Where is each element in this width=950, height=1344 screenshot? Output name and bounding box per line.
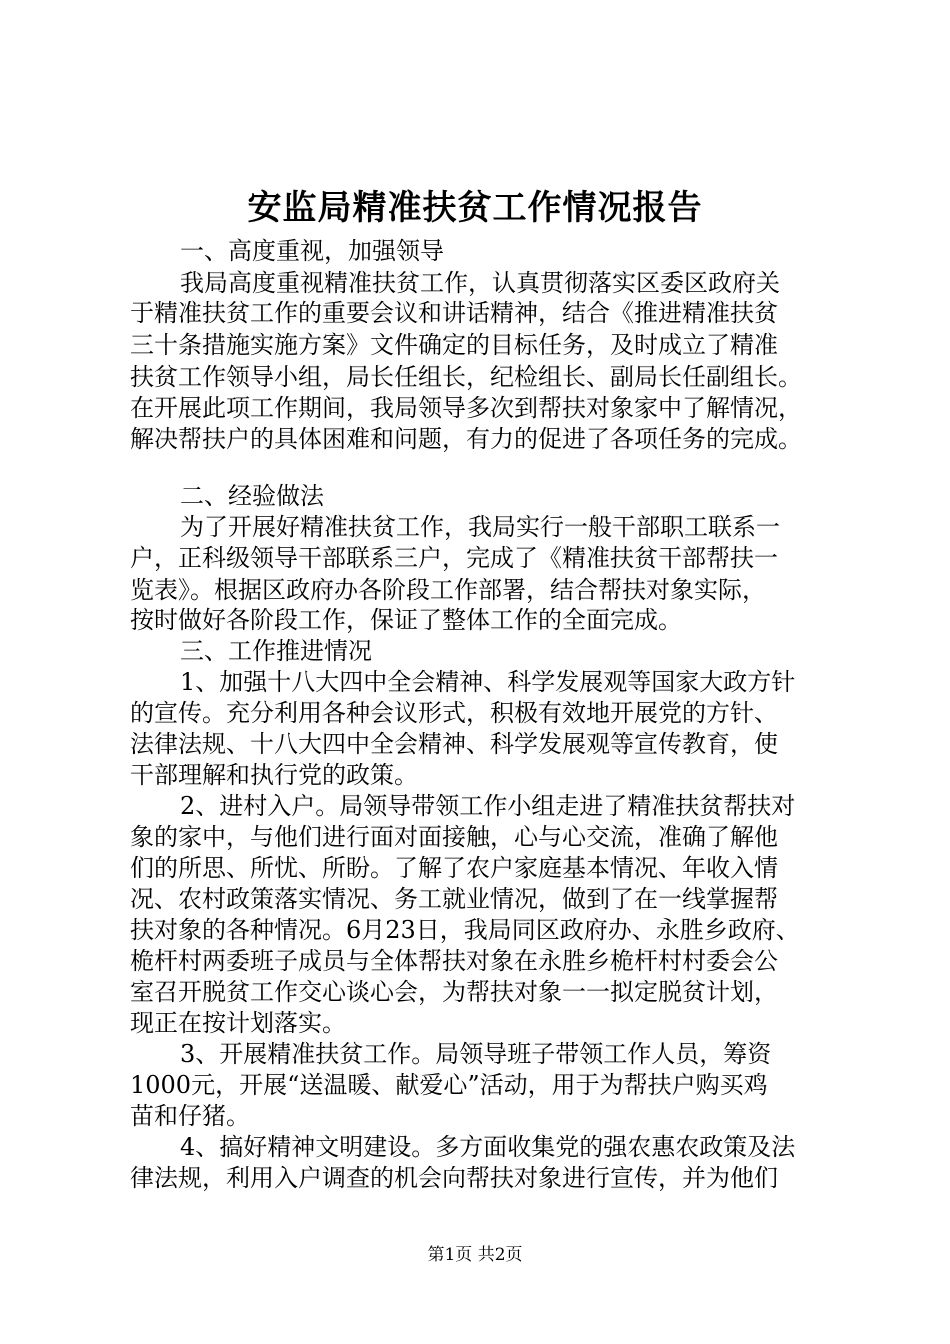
body-line: 3、开展精准扶贫工作。局领导班子带领工作人员，筹资 [180,1040,772,1068]
body-line: 桅杆村两委班子成员与全体帮扶对象在永胜乡桅杆村村委会公 [130,947,778,975]
body-line: 解决帮扶户的具体困难和问题，有力的促进了各项任务的完成。 [130,425,802,453]
body-line: 户，正科级领导干部联系三户，完成了《精准扶贫干部帮扶一 [130,544,778,572]
body-line: 三十条措施实施方案》文件确定的目标任务，及时成立了精准 [130,331,778,359]
body-line: 在开展此项工作期间，我局领导多次到帮扶对象家中了解情况， [130,394,802,422]
body-line: 1000元，开展“送温暖、献爱心”活动，用于为帮扶户购买鸡 [130,1071,768,1099]
body-line: 的宣传。充分利用各种会议形式，积极有效地开展党的方针、 [130,699,778,727]
page-footer: 第1页 共2页 [427,1245,523,1265]
body-line: 现正在按计划落实。 [130,1009,346,1037]
body-line: 象的家中，与他们进行面对面接触，心与心交流，准确了解他 [130,823,778,851]
section-heading-2: 二、经验做法 [180,482,324,510]
body-line: 室召开脱贫工作交心谈心会，为帮扶对象一一拟定脱贫计划， [130,978,778,1006]
body-line: 4、搞好精神文明建设。多方面收集党的强农惠农政策及法 [180,1133,796,1161]
body-line: 扶对象的各种情况。6月23日，我局同区政府办、永胜乡政府、 [130,916,800,944]
body-line: 2、进村入户。局领导带领工作小组走进了精准扶贫帮扶对 [180,792,796,820]
body-line: 为了开展好精准扶贫工作，我局实行一般干部职工联系一 [180,513,780,541]
body-line: 况、农村政策落实情况、务工就业情况，做到了在一线掌握帮 [130,885,778,913]
section-heading-1: 一、高度重视，加强领导 [180,237,444,265]
body-line: 干部理解和执行党的政策。 [130,761,418,789]
body-line: 扶贫工作领导小组，局长任组长，纪检组长、副局长任副组长。 [130,363,802,391]
section-heading-3: 三、工作推进情况 [180,637,372,665]
body-line: 律法规，利用入户调查的机会向帮扶对象进行宣传，并为他们 [130,1164,778,1192]
document-title: 安监局精准扶贫工作情况报告 [247,188,703,228]
body-line: 1、加强十八大四中全会精神、科学发展观等国家大政方针 [180,668,796,696]
body-line: 法律法规、十八大四中全会精神、科学发展观等宣传教育，使 [130,730,778,758]
body-line: 们的所思、所忧、所盼。了解了农户家庭基本情况、年收入情 [130,854,778,882]
body-line: 按时做好各阶段工作，保证了整体工作的全面完成。 [130,606,682,634]
body-line: 我局高度重视精准扶贫工作，认真贯彻落实区委区政府关 [180,269,780,297]
body-line: 览表》。根据区政府办各阶段工作部署，结合帮扶对象实际， [130,576,766,604]
body-line: 苗和仔猪。 [130,1102,250,1130]
body-line: 于精准扶贫工作的重要会议和讲话精神，结合《推进精准扶贫 [130,299,778,327]
